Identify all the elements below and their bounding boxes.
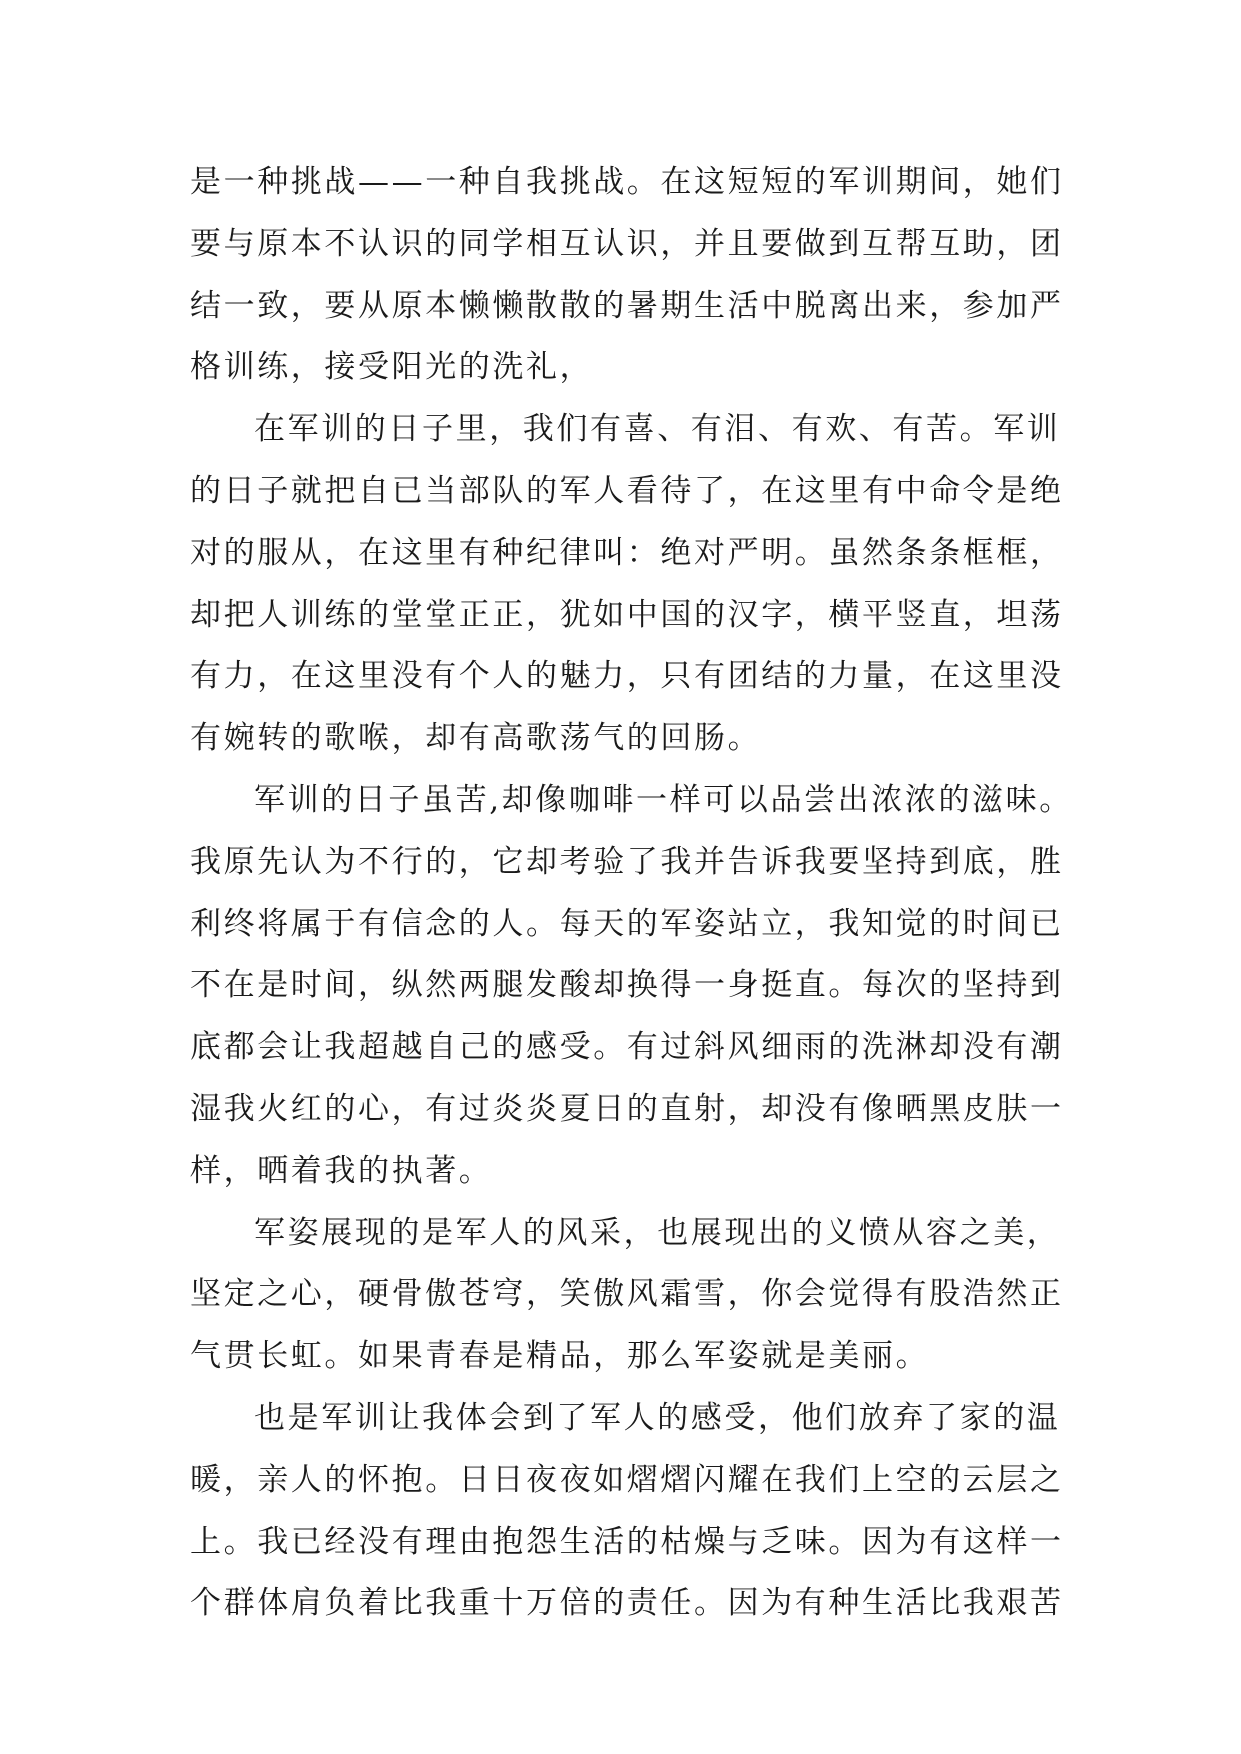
- paragraph-3: [190, 770, 1073, 1203]
- text-line: 个群体肩负着比我重十万倍的责任。因为有种生活比我艰苦: [190, 1585, 1064, 1622]
- text-line: 也是军训让我体会到了军人的感受，他们放弃了家的温: [254, 1399, 1061, 1436]
- paragraph-1: [190, 152, 1064, 399]
- paragraph-2: [190, 399, 1064, 770]
- text-line: 气贯长虹。如果青春是精品，那么军姿就是美丽。: [190, 1338, 930, 1375]
- text-line: 不在是时间，纵然两腿发酸却换得一身挺直。每次的坚持到: [190, 967, 1064, 1004]
- paragraph-4: [190, 1203, 1064, 1388]
- text-line: 有力，在这里没有个人的魅力，只有团结的力量，在这里没: [190, 658, 1064, 695]
- text-line: 在军训的日子里，我们有喜、有泪、有欢、有苦。军训: [254, 411, 1061, 448]
- text-line: 结一致，要从原本懒懒散散的暑期生活中脱离出来，参加严: [190, 287, 1064, 324]
- text-line: 军训的日子虽苦,却像咖啡一样可以品尝出浓浓的滋味。: [254, 781, 1073, 818]
- paragraph-5: [190, 1388, 1064, 1635]
- text-line: 坚定之心，硬骨傲苍穹，笑傲风霜雪，你会觉得有股浩然正: [190, 1276, 1064, 1313]
- text-line: 暖，亲人的怀抱。日日夜夜如熠熠闪耀在我们上空的云层之: [190, 1461, 1064, 1498]
- text-line: 湿我火红的心，有过炎炎夏日的直射，却没有像晒黑皮肤一: [190, 1090, 1064, 1127]
- text-line: 却把人训练的堂堂正正，犹如中国的汉字，横平竖直，坦荡: [190, 596, 1064, 633]
- text-line: 样，晒着我的执著。: [190, 1152, 493, 1189]
- text-line: 对的服从，在这里有种纪律叫：绝对严明。虽然条条框框，: [190, 534, 1064, 571]
- text-line: 是一种挑战——一种自我挑战。在这短短的军训期间，她们: [190, 164, 1064, 200]
- text-line: 有婉转的歌喉，却有高歌荡气的回肠。: [190, 720, 762, 757]
- text-line: 的日子就把自已当部队的军人看待了，在这里有中命令是绝: [190, 472, 1064, 509]
- text-line: 我原先认为不行的，它却考验了我并告诉我要坚持到底，胜: [190, 843, 1064, 880]
- text-line: 要与原本不认识的同学相互认识，并且要做到互帮互助，团: [190, 225, 1064, 262]
- text-line: 军姿展现的是军人的风采，也展现出的义愤从容之美，: [254, 1214, 1061, 1251]
- body-text: [190, 152, 1073, 1635]
- text-line: 利终将属于有信念的人。每天的军姿站立，我知觉的时间已: [190, 905, 1064, 942]
- text-line: 格训练，接受阳光的洗礼，: [190, 349, 594, 386]
- text-line: 上。我已经没有理由抱怨生活的枯燥与乏味。因为有这样一: [190, 1523, 1064, 1560]
- text-line: 底都会让我超越自己的感受。有过斜风细雨的洗淋却没有潮: [190, 1029, 1064, 1066]
